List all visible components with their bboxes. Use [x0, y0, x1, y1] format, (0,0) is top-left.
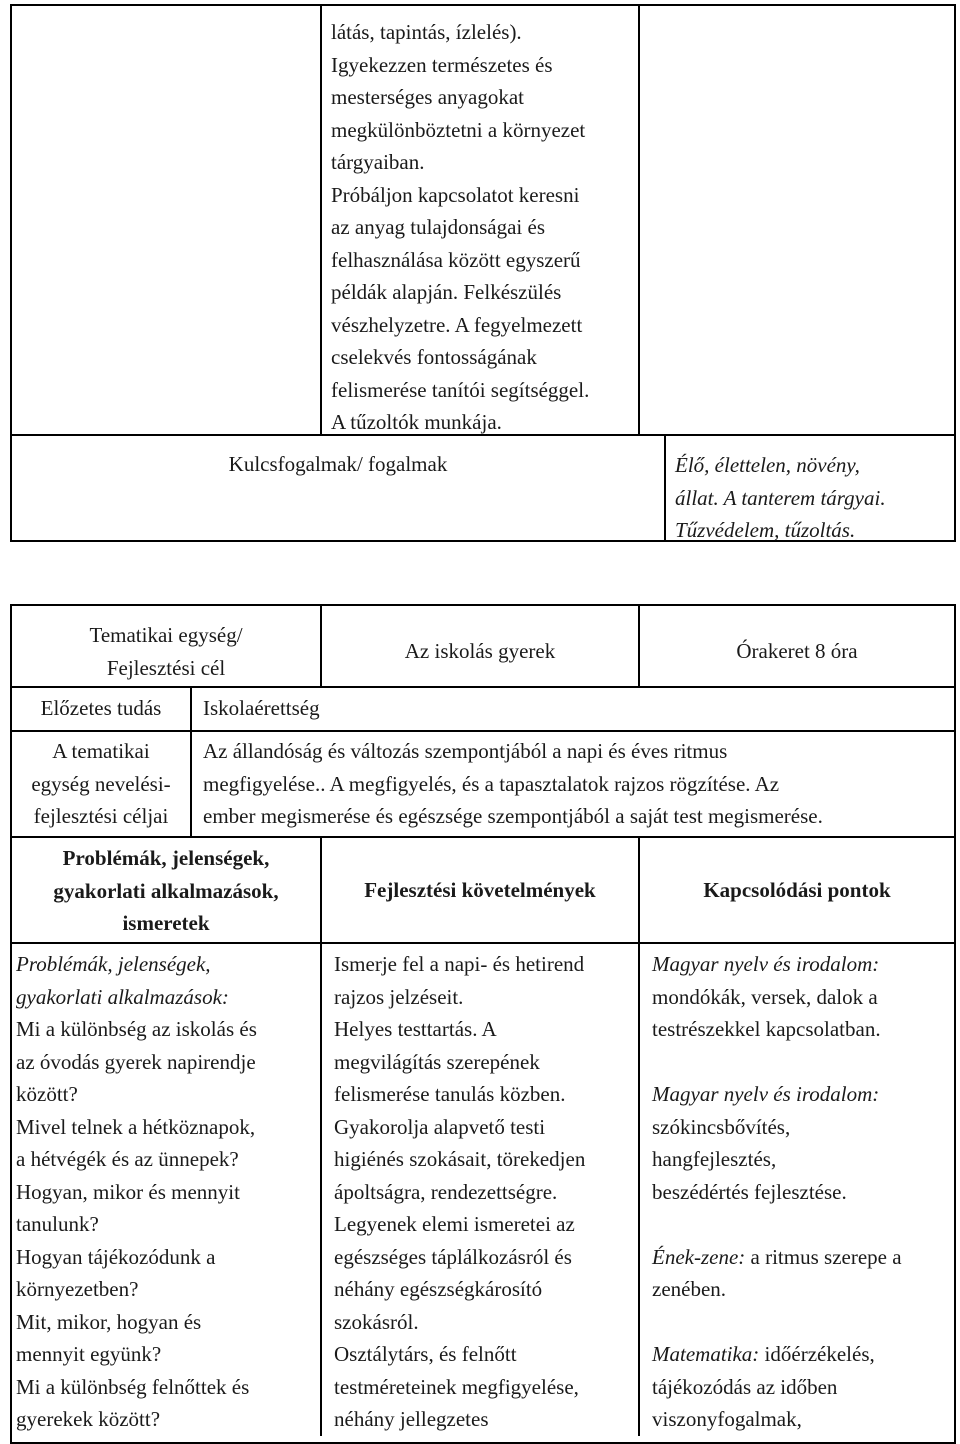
hours-frame: [640, 635, 954, 668]
text-line: megfigyelése.. A megfigyelés, és a tapasztalatok rajzos rögzítése. Az: [203, 771, 780, 796]
text-line: Mivel telnek a hétköznapok,: [16, 1114, 256, 1139]
col-divider-content-1: [320, 836, 322, 1436]
text-line: vészhelyzetre. A fegyelmezett: [331, 312, 583, 337]
text-line: Próbáljon kapcsolatot keresni: [331, 182, 580, 207]
text-line: Kapcsolódási pontok: [703, 878, 891, 902]
goals-label: [12, 735, 190, 833]
text-line: tárgyaiban.: [331, 150, 425, 174]
text-line: Osztálytárs, és felnőtt: [334, 1342, 517, 1366]
goals-text: [203, 735, 953, 833]
text-line: fejlesztési céljai: [33, 804, 169, 828]
text-line: Mi a különbség az iskolás és: [16, 1017, 257, 1041]
row-divider-4: [10, 942, 956, 944]
text-line: higiénés szokásait, törekedjen: [334, 1147, 586, 1171]
problems-header: [12, 842, 320, 940]
text-line: Ismerje fel a napi- és hetirend: [334, 952, 585, 976]
text-line: Mit, mikor, hogyan és: [16, 1309, 202, 1334]
text-fragment: időérzékelés,: [759, 1342, 875, 1366]
subject-label: Matematika:: [652, 1342, 760, 1366]
text-line: gyakorlati alkalmazások,: [53, 878, 279, 903]
text-line: Hogyan, mikor és mennyit: [16, 1179, 240, 1204]
requirements-header: [322, 874, 638, 907]
unit-title-text: Az iskolás gyerek: [404, 639, 556, 663]
col-divider-content-2: [638, 836, 640, 1436]
spacer: [652, 1046, 952, 1079]
text-line: szókincsbővítés,: [652, 1114, 791, 1139]
spacer: [652, 1208, 952, 1241]
top-table-divider-2: [638, 4, 640, 436]
text-line: rajzos jelzéseit.: [334, 984, 464, 1009]
subject-label: Magyar nyelv és irodalom:: [652, 1082, 880, 1106]
prior-knowledge-value: [203, 692, 943, 725]
unit-label: [12, 619, 320, 684]
text-line: állat. A tanterem tárgyai.: [675, 485, 886, 510]
text-line: gyakorlati alkalmazások:: [16, 984, 229, 1009]
text-line: szokásról.: [334, 1309, 419, 1334]
requirements-content: [334, 948, 634, 1436]
text-fragment: a ritmus szerepe a: [745, 1244, 902, 1269]
text-line: cselekvés fontosságának: [331, 345, 537, 369]
requirements-continuation: [331, 16, 631, 439]
text-line: Az állandóság és változás szempontjából a napi és éves ritmus: [203, 739, 728, 763]
col-divider-label: [190, 686, 192, 838]
text-line: gyerekek között?: [16, 1407, 161, 1431]
text-line: felismerése tanítói segítséggel.: [331, 377, 590, 402]
text-line: Problémák, jelenségek,: [16, 952, 211, 976]
text-line: megkülönböztetni a környezet: [331, 117, 586, 142]
text-line: mesterséges anyagokat: [331, 85, 525, 109]
prior-knowledge-label: [12, 692, 190, 725]
text-line: hangfejlesztés,: [652, 1147, 777, 1171]
text-line: környezetben?: [16, 1277, 139, 1301]
text-line: Problémák, jelenségek,: [62, 846, 270, 870]
subject-label: Ének-zene:: [652, 1244, 746, 1269]
text-line: Tematikai egység/: [89, 623, 243, 647]
text-line: felhasználása között egyszerű: [331, 247, 581, 272]
text-line: Igyekezzen természetes és: [331, 52, 553, 77]
unit-title: [322, 635, 638, 668]
text-line: között?: [16, 1082, 78, 1106]
text-line: tájékozódás az időben: [652, 1374, 838, 1399]
text-line: zenében.: [652, 1277, 727, 1301]
text-line: felismerése tanulás közben.: [334, 1082, 566, 1106]
top-table-divider-3: [664, 436, 666, 542]
text-line: Helyes testtartás. A: [334, 1017, 497, 1041]
text-line: ápoltságra, rendezettségre.: [334, 1179, 558, 1204]
row-divider-3: [10, 836, 956, 838]
row-divider-1: [10, 686, 956, 688]
text-line: egység nevelési-: [31, 771, 171, 796]
problems-content: [16, 948, 316, 1436]
text-line: mennyit együnk?: [16, 1342, 162, 1366]
hours-text: Órakeret 8 óra: [736, 639, 858, 663]
text-line: Élő, élettelen, növény,: [675, 453, 860, 477]
text-line: megvilágítás szerepének: [334, 1049, 540, 1074]
text-line: mondókák, versek, dalok a: [652, 984, 878, 1009]
text-line: Iskolaérettség: [203, 696, 320, 720]
spacer: [652, 1306, 952, 1339]
text-line: Fejlesztési követelmények: [364, 878, 596, 902]
key-concepts-label: [12, 448, 664, 481]
text-line: a hétvégék és az ünnepek?: [16, 1147, 239, 1171]
text-line: A tematikai: [52, 739, 150, 763]
text-line: A tűzoltók munkája.: [331, 410, 502, 434]
connection-line: [652, 1241, 952, 1274]
text-line: néhány egészségkárosító: [334, 1277, 543, 1301]
text-line: néhány jellegzetes: [334, 1407, 489, 1431]
key-concepts-heading: Kulcsfogalmak/ fogalmak: [228, 452, 448, 476]
connection-line: [652, 1338, 952, 1371]
text-line: Hogyan tájékozódunk a: [16, 1244, 216, 1269]
text-line: Tűzvédelem, tűzoltás.: [675, 518, 856, 542]
text-line: testméreteinek megfigyelése,: [334, 1374, 579, 1399]
text-line: viszonyfogalmak,: [652, 1407, 802, 1431]
text-line: látás, tapintás, ízlelés).: [331, 20, 522, 44]
text-line: Gyakorolja alapvető testi: [334, 1114, 546, 1139]
text-line: ismeretek: [122, 911, 210, 935]
text-line: az óvodás gyerek napirendje: [16, 1049, 256, 1074]
subject-label: Magyar nyelv és irodalom:: [652, 952, 880, 976]
key-concepts-values: [675, 449, 953, 547]
text-line: egészséges táplálkozásról és: [334, 1244, 572, 1269]
text-line: az anyag tulajdonságai és: [331, 215, 545, 239]
top-table-divider-1: [320, 4, 322, 436]
connections-header: [640, 874, 954, 907]
text-line: ember megismerése és egészsége szempontjából a saját test megismerése.: [203, 804, 823, 828]
text-line: példák alapján. Felkészülés: [331, 280, 562, 304]
text-line: Előzetes tudás: [40, 696, 162, 720]
text-line: Fejlesztési cél: [106, 655, 226, 680]
connections-content: [652, 948, 952, 1436]
text-line: tanulunk?: [16, 1212, 99, 1236]
text-line: Legyenek elemi ismeretei az: [334, 1212, 575, 1236]
text-line: testrészekkel kapcsolatban.: [652, 1017, 881, 1041]
text-line: beszédértés fejlesztése.: [652, 1179, 847, 1204]
text-line: Mi a különbség felnőttek és: [16, 1374, 250, 1399]
row-divider-2: [10, 730, 956, 732]
